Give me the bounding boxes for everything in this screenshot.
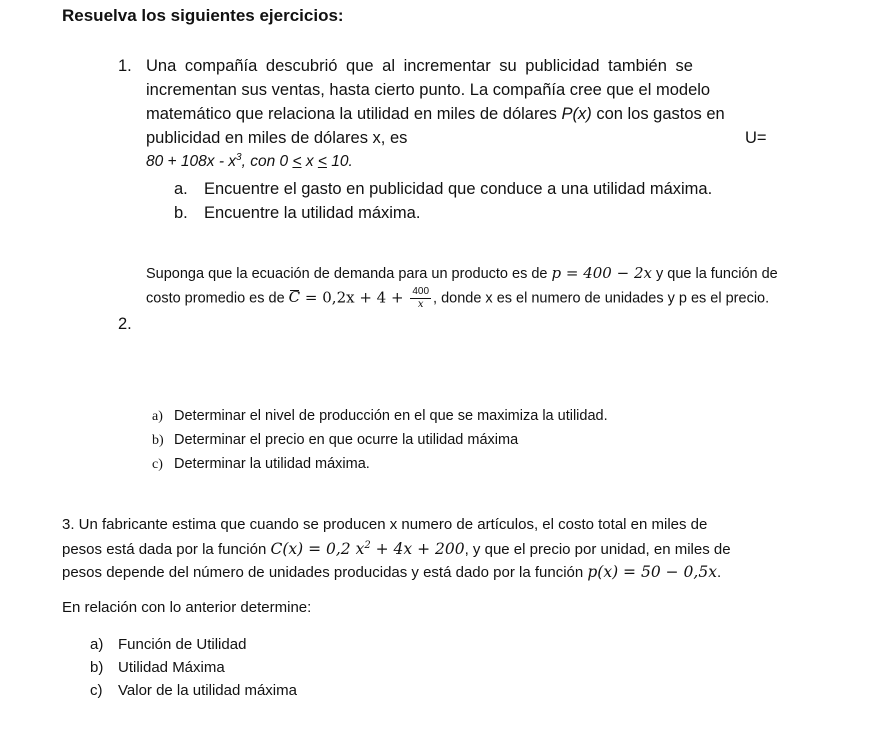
price-function: p(x) = 50 − 0,5x [587,563,717,581]
cost-function [270,540,464,558]
exercise-3-item-c [90,682,297,699]
fraction-numerator: 400 [412,286,430,297]
exercise-2-line-1 [146,264,778,282]
fraction-denominator: x [417,299,424,310]
line-text-end: y que la función de [651,266,778,282]
exercise-2-item-a [152,408,608,425]
exercise-1-line-3 [146,102,725,126]
line-text: Suponga que la ecuación de demanda para un producto es de [146,266,552,282]
item-text: Determinar la utilidad máxima. [174,456,370,472]
item-text: Valor de la utilidad máxima [118,682,297,699]
item-marker: a) [152,409,163,424]
line-text: pesos está dada por la función [62,541,271,558]
item-marker: a. [174,180,188,198]
line-text: matemático que relaciona la utilidad en miles de dólares [146,105,562,123]
item-text: Función de Utilidad [118,636,247,653]
cost-function-part: C(x) = 0,2 x [270,540,365,558]
item-text: Determinar el nivel de producción en el que se maximiza la utilidad. [174,408,608,424]
exercise-2-line-2 [146,286,769,311]
item-text: Utilidad Máxima [118,659,225,676]
le-symbol: < [292,153,302,170]
item-text: Determinar el precio en que ocurre la utilidad máxima [174,432,519,448]
line-text-end: con los gastos en [591,105,725,123]
exercise-2-item-c [152,456,370,473]
demand-equation: p = 400 − 2x [551,264,652,282]
exercise-3-item-b [90,659,225,676]
exercise-3-intro: En relación con lo anterior determine: [62,599,312,616]
formula-part: , con 0 [241,153,293,170]
exercise-1-item-a [174,177,712,201]
formula-part: x [301,153,318,170]
exercise-3-line-2 [62,540,731,558]
item-marker: c) [152,457,163,472]
exercise-1-item-b [174,201,420,225]
line-text: costo promedio es de [146,290,289,307]
fraction [410,286,431,311]
average-cost-expression: = 0,2x + 4 + [300,288,409,307]
exercise-1-line-4: publicidad en miles de dólares x, es [146,129,408,147]
item-marker: a) [90,636,104,653]
line-text-end: , y que el precio por unidad, en miles de [464,541,731,558]
formula-part: 10. [326,153,353,170]
exercise-2-number: 2. [118,315,132,333]
exercise-3-line-1: 3. Un fabricante estima que cuando se producen x numero de artículos, el costo total en miles de [62,516,708,533]
line-text-end: , donde x es el numero de unidades y p es el precio. [433,290,770,307]
cost-function-part: + 4x + 200 [370,540,465,558]
utility-label: U= [745,129,767,147]
exercise-1-line-1: Una compañía descubrió que al incrementar su publicidad también se [146,57,693,75]
line-text-end: . [716,564,722,581]
line-text: pesos depende del número de unidades producidas y está dado por la función [62,564,588,581]
formula-part: 80 + 108x - x [146,153,237,170]
formula-exponent: 3 [236,151,242,163]
exercise-2-item-b [152,432,518,449]
exercise-3-item-a [90,636,246,653]
exercise-1-number: 1. [118,57,132,75]
item-marker: b. [174,204,188,222]
exercise-1-line-2: incrementan sus ventas, hasta cierto punto. La compañía cree que el modelo [146,81,711,99]
exercise-1-formula [146,150,353,174]
le-symbol: < [317,153,327,170]
item-marker: b) [90,659,104,676]
profit-function-label: P(x) [561,105,592,123]
page-title: Resuelva los siguientes ejercicios: [62,6,344,25]
item-marker: c) [90,682,103,699]
item-text: Encuentre el gasto en publicidad que conduce a una utilidad máxima. [204,180,713,198]
item-marker: b) [152,433,164,448]
item-text: Encuentre la utilidad máxima. [204,204,421,222]
average-cost-symbol: C [288,288,301,307]
exercise-3-line-3 [62,563,721,581]
cost-function-exponent: 2 [364,539,371,551]
